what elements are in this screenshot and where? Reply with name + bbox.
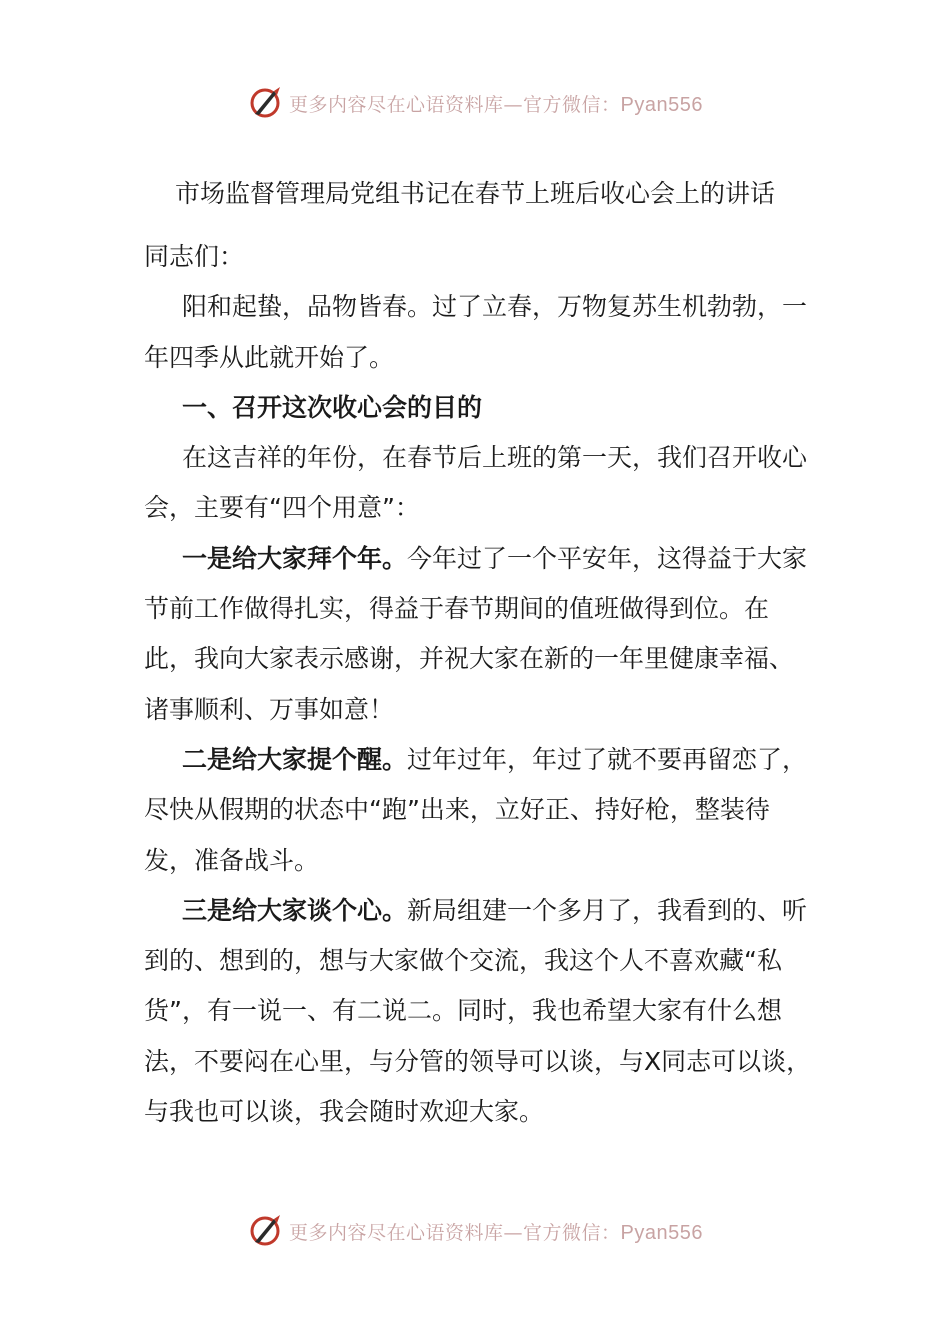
point-three-lead: 三是给大家谈个心。 [182, 895, 408, 925]
opening-paragraph: 阳和起蛰，品物皆春。过了立春，万物复苏生机勃勃，一年四季从此就开始了。 [144, 292, 808, 372]
header-watermark [0, 83, 950, 123]
point-two-lead: 二是给大家提个醒。 [182, 744, 408, 774]
quill-logo-icon [247, 1213, 283, 1249]
point-one-paragraph [144, 534, 816, 735]
salutation: 同志们： [144, 242, 245, 271]
quill-logo-icon [247, 85, 283, 121]
point-two-paragraph [144, 735, 816, 886]
section-heading: 一、召开这次收心会的目的 [182, 392, 483, 422]
document-title: 市场监督管理局党组书记在春节上班后收心会上的讲话 [174, 179, 775, 208]
point-one-body: 今年过了一个平安年，这得益于大家节前工作做得扎实，得益于春节期间的值班做得到位。在此，我向大家表示感谢，并祝大家在新的一年里健康幸福、诸事顺利、万事如意！ [144, 543, 808, 724]
point-three-paragraph [144, 886, 816, 1137]
section-intro-paragraph: 在这吉祥的年份，在春节后上班的第一天，我们召开收心会，主要有“四个用意”： [144, 443, 808, 523]
footer-watermark [0, 1211, 950, 1251]
point-two-body: 过年过年，年过了就不要再留恋了，尽快从假期的状态中“跑”出来，立好正、持好枪，整装待发，准备战斗。 [144, 744, 808, 875]
point-one-lead: 一是给大家拜个年。 [182, 543, 408, 573]
point-three-body: 新局组建一个多月了，我看到的、听到的、想到的，想与大家做个交流，我这个人不喜欢藏“私货”，有一说一、有二说二。同时，我也希望大家有什么想法，不要闷在心里，与分管的领导可以谈，与X同志可以谈，与我也可以谈，我会随时欢迎大家。 [144, 895, 812, 1127]
watermark-handle: Pyan556 [620, 1221, 703, 1244]
watermark-text: 更多内容尽在心语资料库—官方微信：Pyan556 [289, 93, 703, 116]
watermark-text: 更多内容尽在心语资料库—官方微信：Pyan556 [289, 1221, 703, 1244]
document-body [144, 232, 816, 1137]
watermark-handle: Pyan556 [620, 93, 703, 116]
